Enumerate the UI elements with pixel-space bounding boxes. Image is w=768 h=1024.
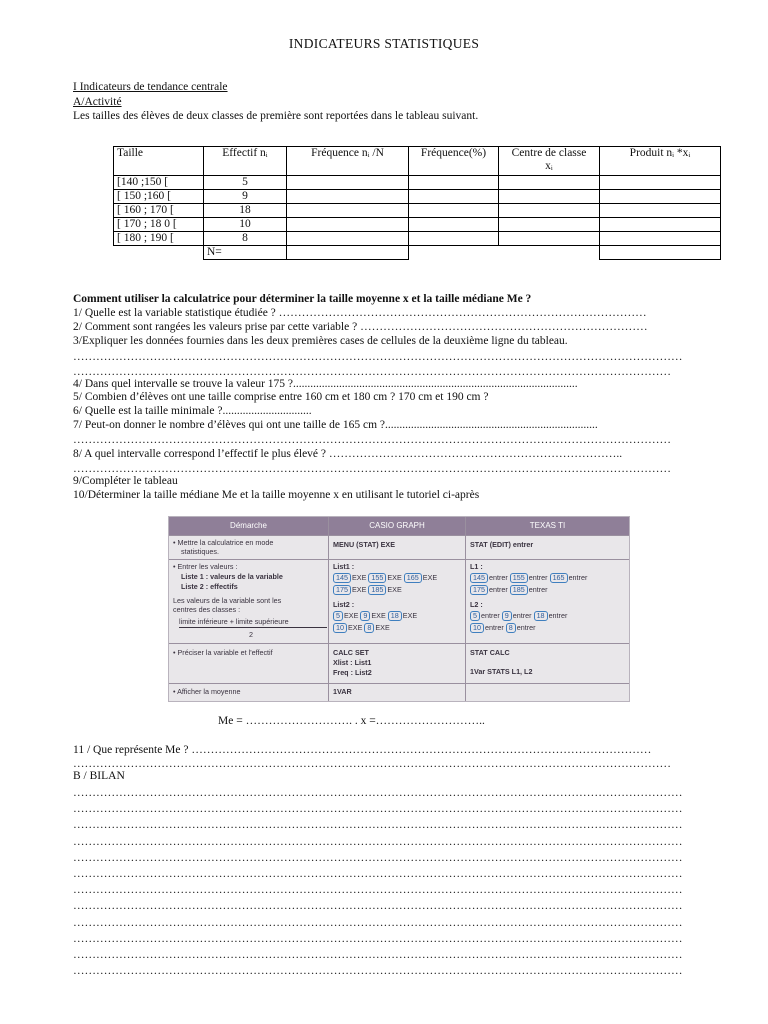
question-8: 8/ A quel intervalle correspond l’effectif le plus élevé ? ………………………………………………………………….. [73, 448, 623, 460]
bilan-answer-line: …………………………………………………………………………………………………………………………………………… [73, 868, 683, 880]
answer-dots: ………………………………………………………………………………………………………………………………………… [73, 434, 671, 446]
header-taille: Taille [114, 147, 204, 176]
calculator-tutorial-image: Démarche CASIO GRAPH TEXAS TI • Mettre la calculatrice en mode statistiques. • Entrer les valeurs : Liste 1 : valeurs de la variable Liste 2 : effectifs Les valeurs de la variable sont les centres des classes : limite inférieure + limite supérieure 2 • Préciser la variable et l'effectif • Afficher la moyenne MENU (STAT) EXE List1 : 145 EXE 155 EXE 165 EXE 175 EXE 185 EXE List2 : 5 EXE 9 EXE 18 EXE 10 EXE 8 EXE CALC SET Xlist : List1 Freq : List2 1VAR STAT (EDIT) entrer L1 : 145 entrer 155 entrer 165 entrer 175 entrer 185 entrer L2 : 5 entrer 9 entrer 18 entrer 10 entrer 8 entrer STAT CALC 1Var STATS L1, L2 [168, 516, 630, 702]
table-row: [ 160 ; 170 [ 18 [114, 204, 721, 218]
header-frequence: Fréquence nᵢ /N [287, 147, 409, 176]
bilan-answer-line: …………………………………………………………………………………………………………………………………………… [73, 787, 683, 799]
question-5: 5/ Combien d’élèves ont une taille comprise entre 160 cm et 180 cm ? 170 cm et 190 cm ? [73, 391, 489, 403]
question-4: 4/ Dans quel intervalle se trouve la valeur 175 ?................................................................................................... [73, 378, 578, 390]
data-table [113, 146, 721, 260]
question-10: 10/Déterminer la taille médiane Me et la taille moyenne x en utilisant le tutoriel ci-après [73, 489, 480, 501]
answer-dots: ………………………………………………………………………………………………………………………………………… [73, 366, 671, 378]
bilan-answer-line: …………………………………………………………………………………………………………………………………………… [73, 965, 683, 978]
question-3: 3/Expliquer les données fournies dans les deux premières cases de cellules de la deuxième ligne du tableau. [73, 335, 568, 347]
bilan-heading: B / BILAN [73, 770, 125, 782]
question-7: 7/ Peut-on donner le nombre d’élèves qui ont une taille de 165 cm ?.......................................................................... [73, 419, 598, 431]
bilan-answer-line: …………………………………………………………………………………………………………………………………………… [73, 884, 683, 897]
table-total-row [114, 246, 721, 260]
page-title: INDICATEURS STATISTIQUES [288, 36, 480, 51]
table-row: [ 150 ;160 [ 9 [114, 190, 721, 204]
table-row: [ 180 ; 190 [ 8 [114, 232, 721, 246]
me-x-answer-line: Me = ………………………. . x =……………………….. [218, 715, 485, 727]
answer-dots: ………………………………………………………………………………………………………………………………………… [73, 463, 671, 475]
bilan-answer-line: …………………………………………………………………………………………………………………………………………… [73, 851, 683, 864]
answer-dots: ………………………………………………………………………………………………………………………………………… [73, 758, 671, 770]
question-1: 1/ Quelle est la variable statistique étudiée ? …………………………………………………………………………………… [73, 307, 647, 319]
tutorial-header-casio: CASIO GRAPH [329, 517, 465, 535]
bilan-answer-line: …………………………………………………………………………………………………………………………………………… [73, 900, 683, 913]
intro-text: Les tailles des élèves de deux classes de première sont reportées dans le tableau suivant. [73, 110, 479, 122]
bilan-answer-line: …………………………………………………………………………………………………………………………………………… [73, 819, 683, 832]
bilan-answer-line: …………………………………………………………………………………………………………………………………………… [73, 835, 683, 848]
bilan-answer-line: …………………………………………………………………………………………………………………………………………… [73, 932, 683, 945]
table-row: [140 ;150 [ 5 [114, 176, 721, 190]
subsection-heading: A/Activité [73, 96, 122, 108]
header-produit: Produit nᵢ *xᵢ [600, 147, 721, 176]
tutorial-header-texas: TEXAS TI [466, 517, 629, 535]
header-centre: Centre de classe xᵢ [499, 147, 600, 176]
tutorial-header-demarche: Démarche [169, 517, 328, 535]
section-heading: I Indicateurs de tendance centrale [73, 81, 228, 93]
header-effectif: Effectif nᵢ [204, 147, 287, 176]
question-9: 9/Compléter le tableau [73, 475, 178, 487]
bilan-answer-line: …………………………………………………………………………………………………………………………………………… [73, 803, 683, 816]
question-6: 6/ Quelle est la taille minimale ?............................... [73, 405, 312, 417]
table-row: [ 170 ; 18 0 [ 10 [114, 218, 721, 232]
bilan-answer-line: …………………………………………………………………………………………………………………………………………… [73, 916, 683, 929]
bilan-answer-line: …………………………………………………………………………………………………………………………………………… [73, 949, 683, 961]
question-11: 11 / Que représente Me ? ………………………………………………………………………………………………………… [73, 744, 652, 756]
header-frequence-pct: Fréquence(%) [409, 147, 499, 176]
total-label: N= [204, 246, 287, 260]
question-2: 2/ Comment sont rangées les valeurs prise par cette variable ? ………………………………………………………………… [73, 321, 648, 333]
question-header: Comment utiliser la calculatrice pour déterminer la taille moyenne x et la taille médiane Me ? [73, 293, 532, 305]
answer-dots: …………………………………………………………………………………………………………………………………………… [73, 351, 683, 363]
